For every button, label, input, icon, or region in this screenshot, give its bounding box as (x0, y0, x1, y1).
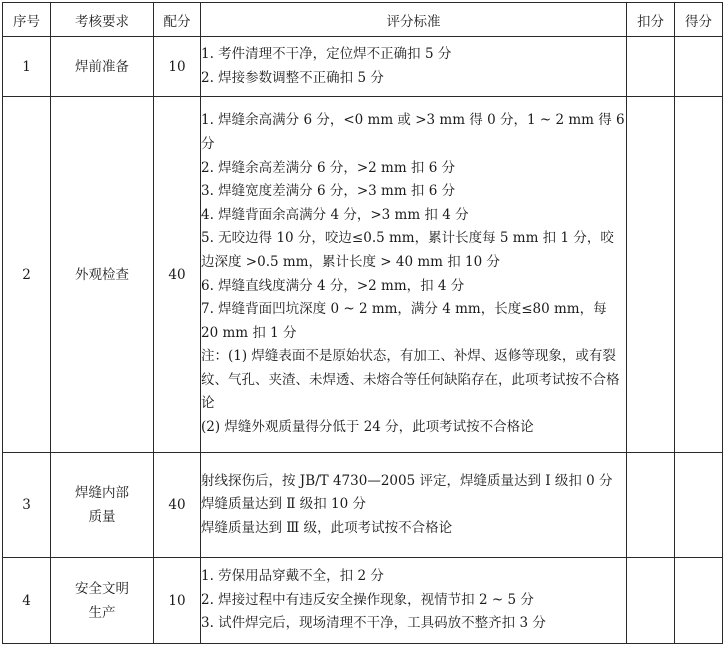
deduct-cell (627, 453, 675, 558)
criteria-line: 焊缝质量达到 Ⅱ 级扣 10 分 (201, 496, 367, 513)
table-row (3, 37, 723, 97)
row-item (51, 37, 154, 97)
row-item-line: 焊前准备 (75, 58, 129, 75)
criteria-line: 1. 劳保用品穿戴不全，扣 2 分 (201, 568, 384, 585)
criteria-line: 焊缝质量达到 Ⅲ 级，此项考试按不合格论 (201, 519, 453, 536)
row-criteria (201, 37, 627, 97)
score-cell (675, 37, 723, 97)
header-no: 序号 (3, 3, 51, 37)
scoring-table (2, 2, 723, 644)
row-points: 40 (154, 453, 201, 558)
row-criteria (201, 453, 627, 558)
criteria-line: 3. 焊缝宽度差满分 6 分，>3 mm 扣 6 分 (201, 183, 456, 200)
row-criteria (201, 97, 627, 453)
deduct-cell (627, 97, 675, 453)
row-item (51, 453, 154, 558)
criteria-line: 6. 焊缝直线度满分 4 分，>2 mm，扣 4 分 (201, 277, 465, 294)
row-no: 1 (3, 37, 51, 97)
row-points: 10 (154, 37, 201, 97)
row-item-line: 焊缝内部 (75, 485, 129, 501)
score-cell (675, 453, 723, 558)
row-item (51, 558, 154, 644)
row-points: 40 (154, 97, 201, 453)
criteria-line: 2. 焊缝余高差满分 6 分，>2 mm 扣 6 分 (201, 159, 456, 176)
header-score: 得分 (675, 3, 723, 37)
criteria-line: 1. 焊缝余高满分 6 分，<0 mm 或 >3 mm 得 0 分，1 ~ 2 mm 得 6 分 (201, 112, 625, 152)
criteria-line: 2. 焊接过程中有违反安全操作现象，视情节扣 2 ~ 5 分 (201, 591, 534, 608)
criteria-line: 2. 焊接参数调整不正确扣 5 分 (201, 69, 384, 86)
row-item-line: 安全文明 (75, 580, 129, 597)
criteria-line: 3. 试件焊完后，现场清理不干净，工具码放不整齐扣 3 分 (201, 615, 546, 632)
score-cell (675, 558, 723, 644)
score-cell (675, 97, 723, 453)
criteria-line: 7. 焊缝背面凹坑深度 0 ~ 2 mm，满分 4 mm，长度≤80 mm，每 20 mm 扣 1 分 (201, 301, 607, 341)
criteria-line: 1. 考件清理不干净，定位焊不正确扣 5 分 (201, 45, 452, 62)
row-criteria (201, 558, 627, 644)
criteria-note: 注：(1) 焊缝表面不是原始状态，有加工、补焊、返修等现象，或有裂纹、气孔、夹渣、未焊透、未熔合等任何缺陷存在，此项考试按不合格论 (201, 348, 620, 412)
row-no: 2 (3, 97, 51, 453)
deduct-cell (627, 558, 675, 644)
criteria-line: 5. 无咬边得 10 分，咬边≤0.5 mm，累计长度每 5 mm 扣 1 分，咬边深度 >0.5 mm，累计长度 > 40 mm 扣 10 分 (201, 230, 614, 270)
table-row (3, 558, 723, 644)
header-row (3, 3, 723, 37)
header-standard: 评分标准 (201, 3, 627, 37)
row-no: 3 (3, 453, 51, 558)
deduct-cell (627, 37, 675, 97)
criteria-note: (2) 焊缝外观质量得分低于 24 分，此项考试按不合格论 (201, 419, 534, 436)
row-item-line: 外观检查 (75, 266, 129, 283)
row-points: 10 (154, 558, 201, 644)
criteria-line: 4. 焊缝背面余高满分 4 分，>3 mm 扣 4 分 (201, 206, 469, 223)
row-item-line: 质量 (88, 509, 116, 525)
header-points: 配分 (154, 3, 201, 37)
header-deduct: 扣分 (627, 3, 675, 37)
header-item: 考核要求 (51, 3, 154, 37)
criteria-line: 射线探伤后，按 JB/T 4730—2005 评定，焊缝质量达到 Ⅰ 级扣 0 分 (201, 472, 613, 489)
row-item-line: 生产 (88, 604, 116, 621)
table-row (3, 97, 723, 453)
row-no: 4 (3, 558, 51, 644)
row-item (51, 97, 154, 453)
table-row (3, 453, 723, 558)
